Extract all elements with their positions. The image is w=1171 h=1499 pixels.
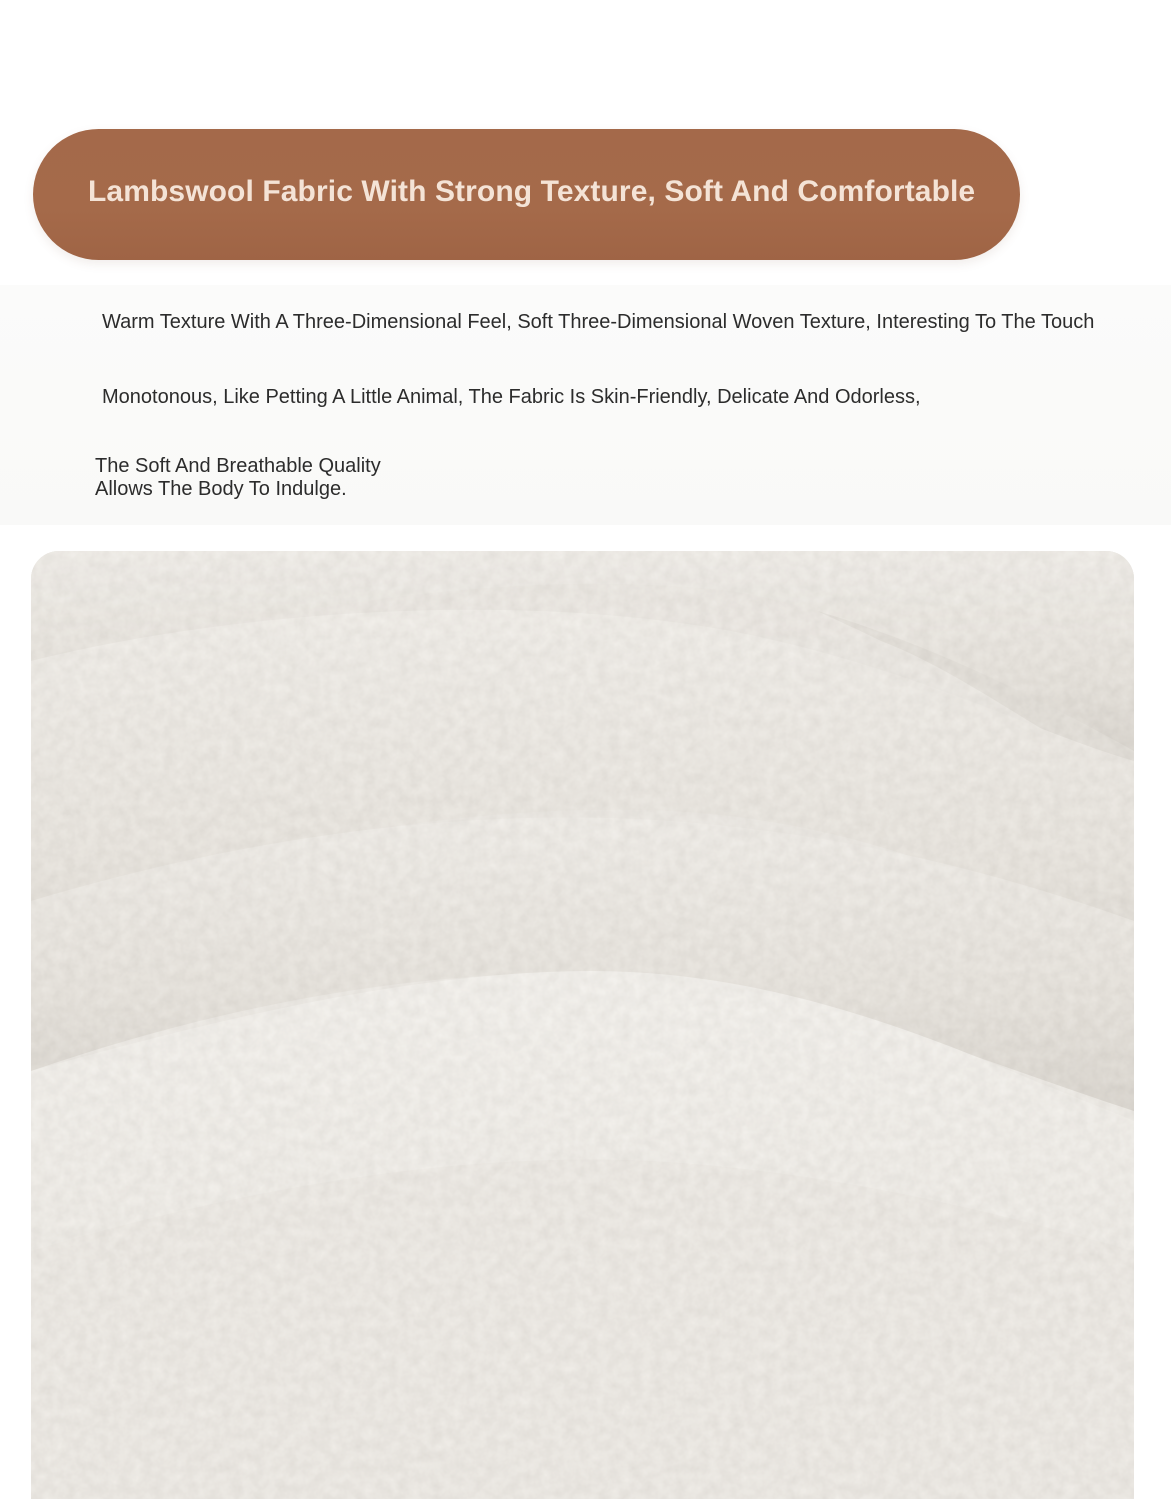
fabric-texture-graphic [31, 551, 1134, 1499]
description-line-2: Monotonous, Like Petting A Little Animal, The Fabric Is Skin-Friendly, Delicate And Odorless, [102, 386, 921, 408]
description-line-1: Warm Texture With A Three-Dimensional Feel, Soft Three-Dimensional Woven Texture, Interesting To The Touch [102, 311, 1095, 333]
description-line-3 [95, 455, 495, 501]
fabric-closeup-image [31, 551, 1134, 1499]
description-line-3a: The Soft And Breathable Quality [95, 455, 381, 477]
page-title: Lambswool Fabric With Strong Texture, Soft And Comfortable [88, 175, 976, 208]
description-line-3b: Allows The Body To Indulge. [95, 478, 347, 500]
